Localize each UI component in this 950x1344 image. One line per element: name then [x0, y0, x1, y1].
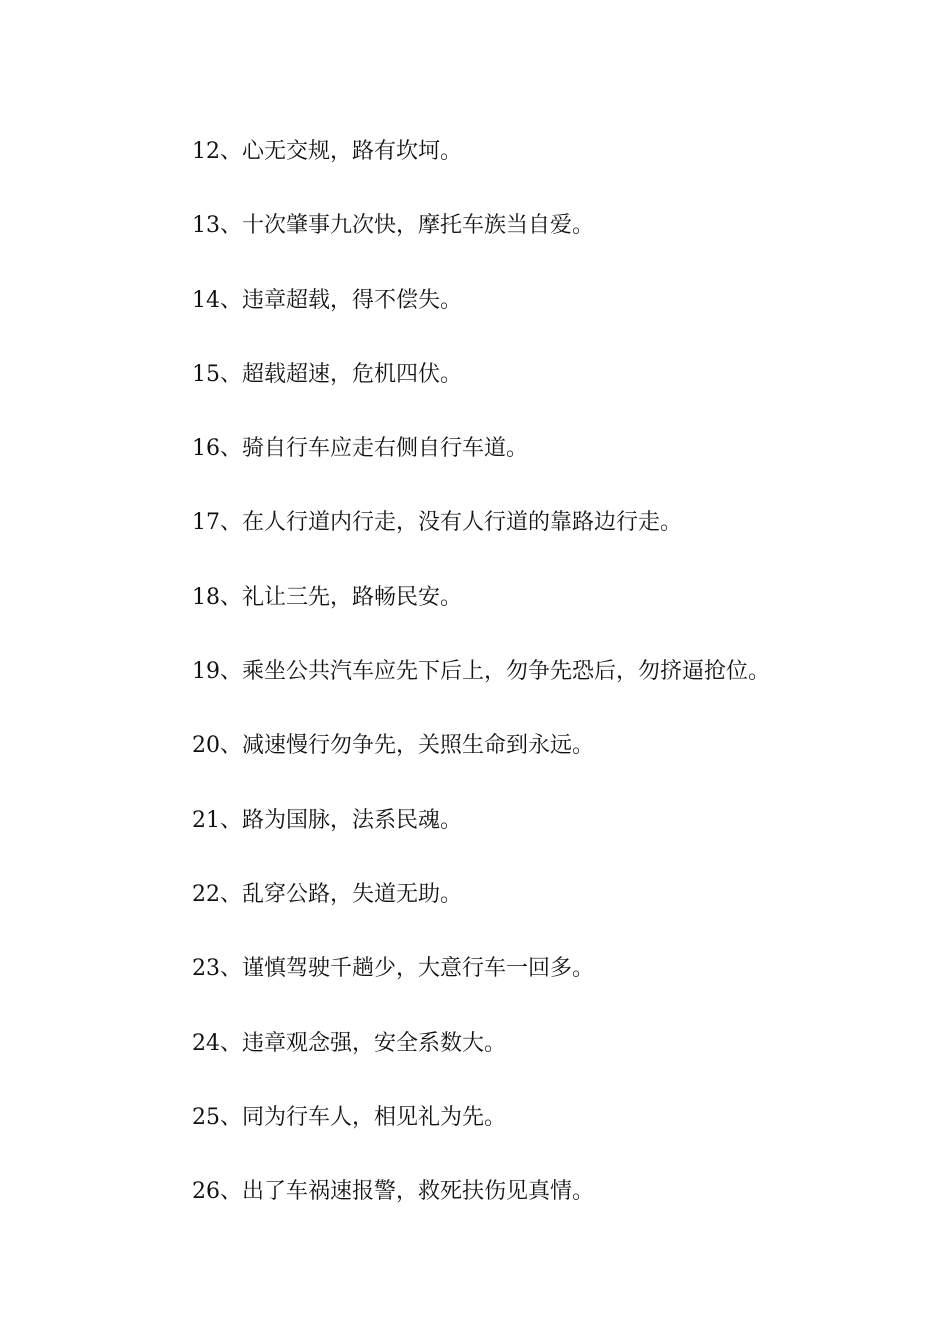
list-item: 13、十次肇事九次快，摩托车族当自爱。 — [192, 213, 594, 239]
list-item: 26、出了车祸速报警，救死扶伤见真情。 — [192, 1179, 594, 1205]
list-item: 16、骑自行车应走右侧自行车道。 — [192, 436, 528, 462]
slogan-list — [192, 132, 770, 1246]
list-item: 24、违章观念强，安全系数大。 — [192, 1030, 506, 1056]
list-item: 14、违章超载，得不偿失。 — [192, 287, 462, 313]
list-item: 22、乱穿公路，失道无助。 — [192, 881, 462, 907]
list-item: 21、路为国脉，法系民魂。 — [192, 807, 462, 833]
list-item: 12、心无交规，路有坎坷。 — [192, 139, 462, 164]
list-item: 17、在人行道内行走，没有人行道的靠路边行走。 — [192, 510, 682, 536]
list-item: 18、礼让三先，路畅民安。 — [192, 584, 462, 610]
list-item: 25、同为行车人，相见礼为先。 — [192, 1104, 506, 1130]
list-item: 19、乘坐公共汽车应先下后上，勿争先恐后，勿挤逼抢位。 — [192, 659, 770, 685]
list-item: 23、谨慎驾驶千趟少，大意行车一回多。 — [192, 956, 594, 982]
list-item: 15、超载超速，危机四伏。 — [192, 361, 462, 387]
list-item: 20、减速慢行勿争先，关照生命到永远。 — [192, 733, 594, 759]
